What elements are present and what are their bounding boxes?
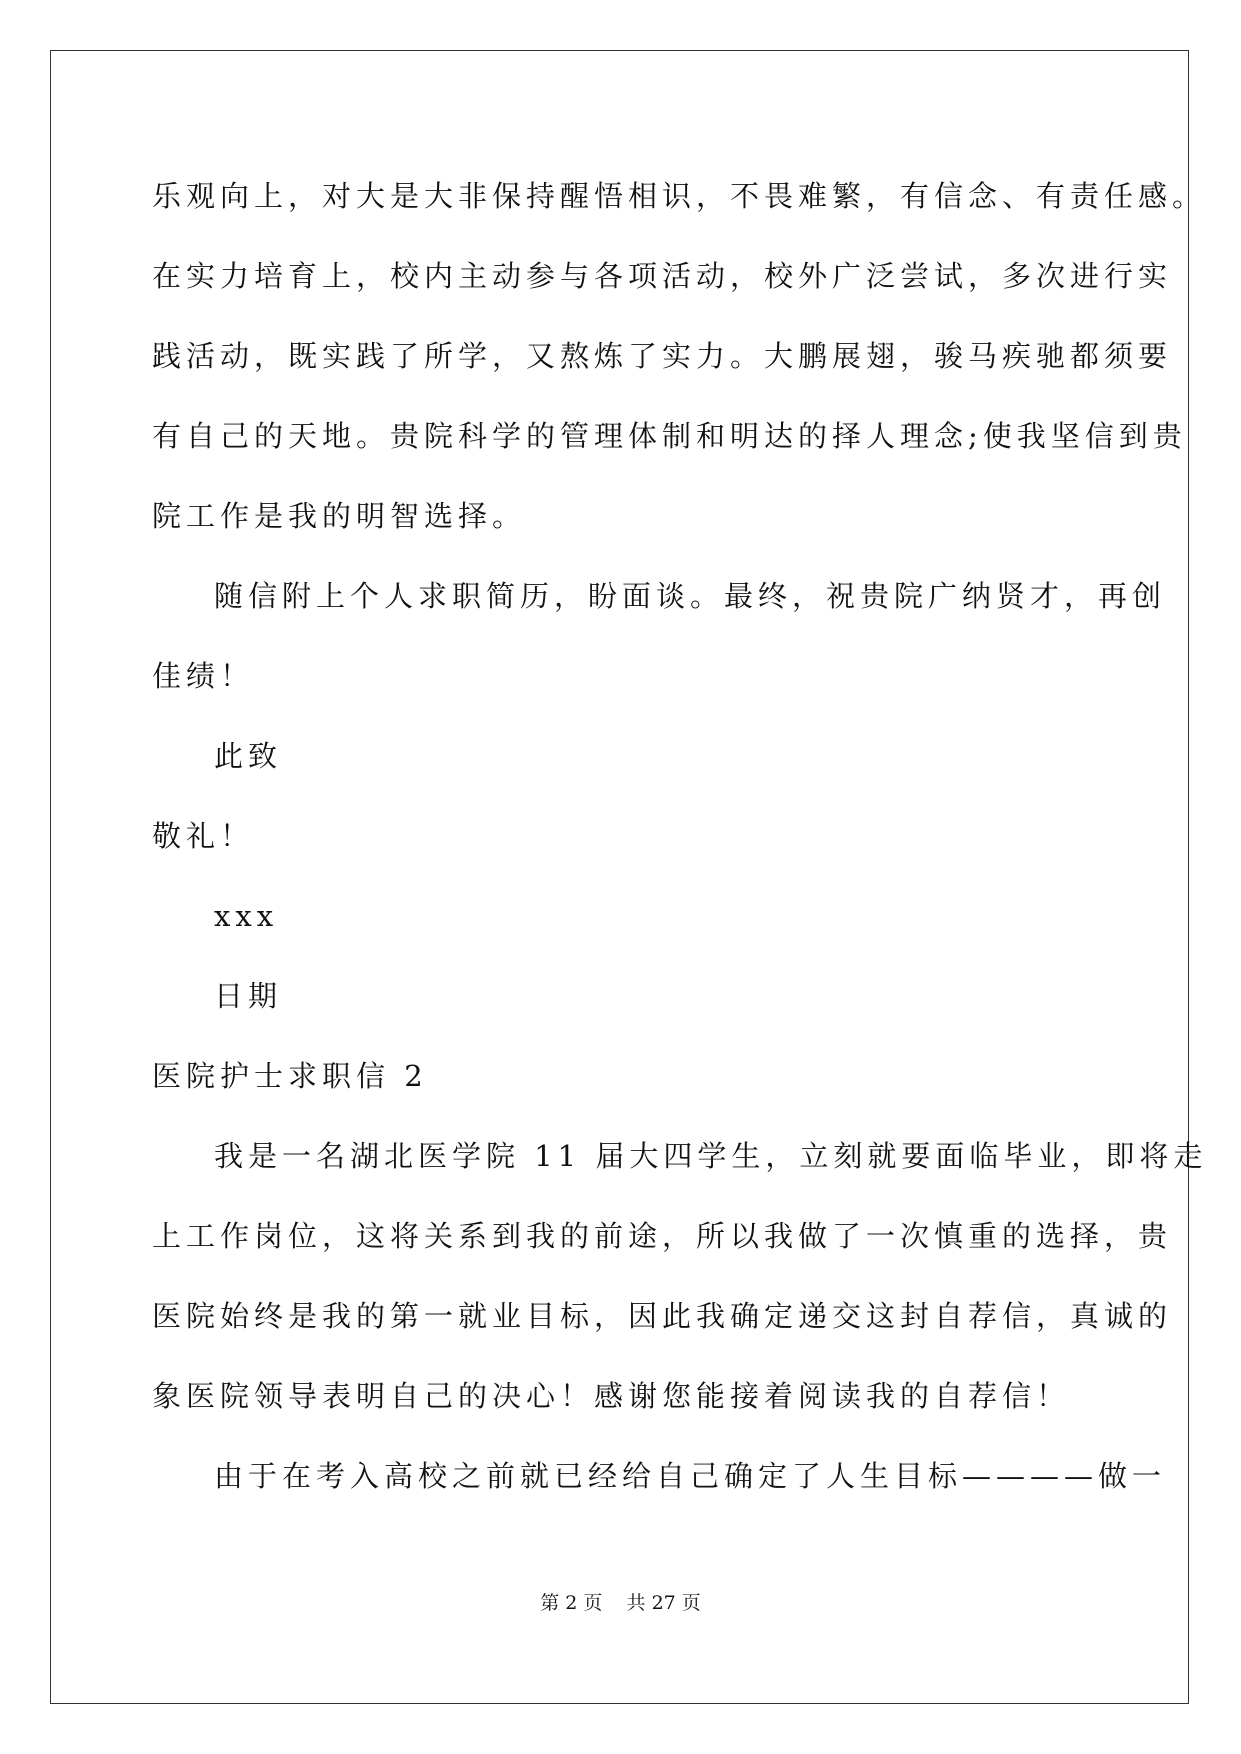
text-line: 在实力培育上，校内主动参与各项活动，校外广泛尝试，多次进行实 xyxy=(152,259,1173,293)
signature-name: xxx xyxy=(214,899,279,933)
page-number-footer: 第 2 页 共 27 页 xyxy=(540,1592,701,1614)
closing-salutation: 此致 xyxy=(214,739,283,773)
section-heading: 医院护士求职信 2 xyxy=(152,1059,428,1093)
text-line: 由于在考入高校之前就已经给自己确定了人生目标————做一 xyxy=(214,1459,1167,1493)
text-line: 佳绩！ xyxy=(152,659,255,693)
text-line: 院工作是我的明智选择。 xyxy=(152,499,527,533)
signature-date: 日期 xyxy=(214,979,283,1013)
text-line: 上工作岗位，这将关系到我的前途，所以我做了一次慎重的选择，贵 xyxy=(152,1219,1173,1253)
text-line: 践活动，既实践了所学，又熬炼了实力。大鹏展翅，骏马疾驰都须要 xyxy=(152,339,1173,373)
closing-regards: 敬礼！ xyxy=(152,819,255,853)
text-line: 有自己的天地。贵院科学的管理体制和明达的择人理念;使我坚信到贵 xyxy=(152,419,1187,453)
text-line: 象医院领导表明自己的决心！感谢您能接着阅读我的自荐信！ xyxy=(152,1379,1071,1413)
text-line: 我是一名湖北医学院 11 届大四学生，立刻就要面临毕业，即将走 xyxy=(214,1139,1208,1173)
text-line: 医院始终是我的第一就业目标，因此我确定递交这封自荐信，真诚的 xyxy=(152,1299,1173,1333)
text-line: 乐观向上，对大是大非保持醒悟相识，不畏难繁，有信念、有责任感。 xyxy=(152,179,1207,213)
text-line: 随信附上个人求职简历，盼面谈。最终，祝贵院广纳贤才，再创 xyxy=(214,579,1167,613)
